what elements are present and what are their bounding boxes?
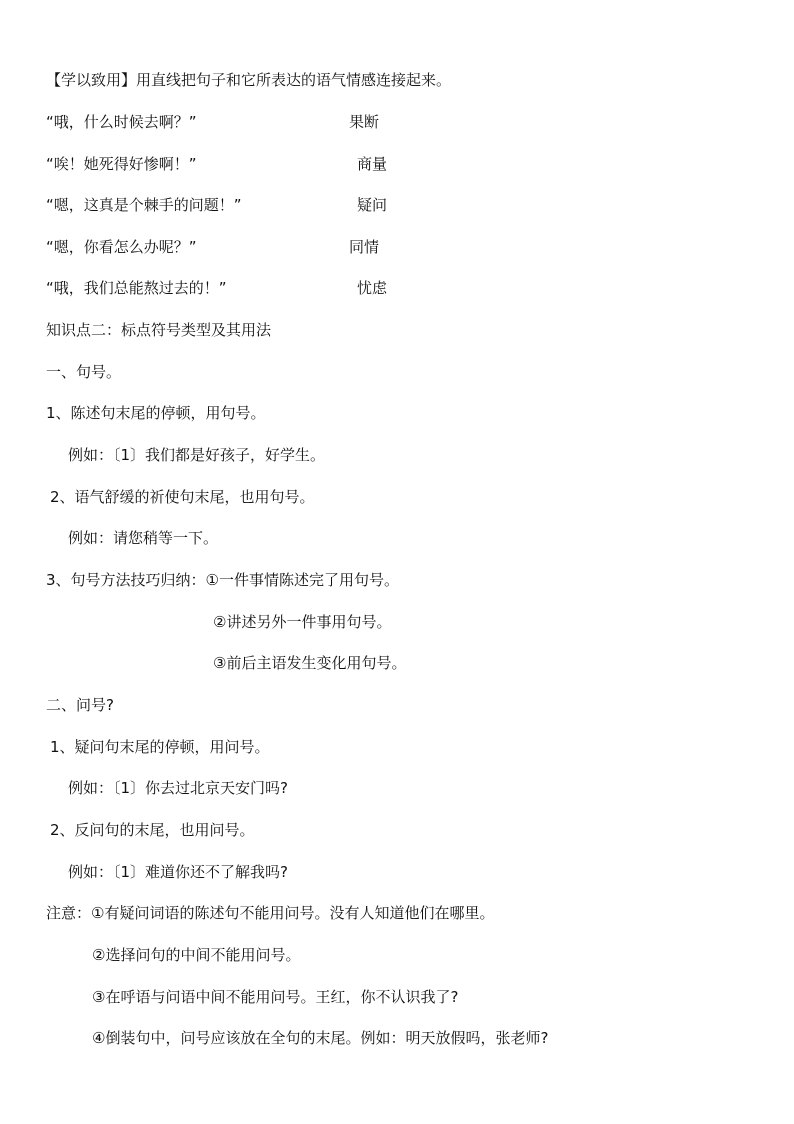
question-example-2: 例如：〔1〕难道你还不了解我吗? [68,863,289,881]
note-3: ③在呼语与问语中间不能用问号。王红，你不认识我了? [92,988,459,1006]
question-heading: 二、问号? [46,696,114,714]
matching-emotion-3: 疑问 [357,196,388,214]
question-rule-2: 2、反问句的末尾，也用问号。 [50,821,255,839]
period-example-2: 例如：请您稍等一下。 [68,529,219,547]
period-heading: 一、句号。 [46,363,122,381]
note-2: ②选择问句的中间不能用问号。 [92,946,301,964]
period-rule-3b: ②讲述另外一件事用句号。 [213,613,392,631]
matching-sentence-1: “哦，什么时候去啊？” [46,113,197,131]
section-heading: 知识点二：标点符号类型及其用法 [46,321,272,339]
period-example-1: 例如：〔1〕我们都是好孩子，好学生。 [68,446,326,464]
question-rule-1: 1、疑问句末尾的停顿，用问号。 [50,738,270,756]
matching-emotion-2: 商量 [357,155,388,173]
exercise-title: 【学以致用】用直线把句子和它所表达的语气情感连接起来。 [46,71,452,89]
note-1: 注意：①有疑问词语的陈述句不能用问号。没有人知道他们在哪里。 [46,904,495,922]
period-rule-3: 3、句号方法技巧归纳：①一件事情陈述完了用句号。 [46,571,399,589]
period-rule-1: 1、陈述句末尾的停顿，用句号。 [46,404,266,422]
note-4: ④倒装句中，问号应该放在全句的末尾。例如：明天放假吗，张老师? [92,1029,549,1047]
matching-sentence-2: “唉！她死得好惨啊！” [46,155,197,173]
question-example-1: 例如：〔1〕你去过北京天安门吗? [68,779,289,797]
matching-sentence-5: “哦，我们总能熬过去的！” [46,279,227,297]
matching-emotion-1: 果断 [349,113,380,131]
period-rule-3c: ③前后主语发生变化用句号。 [213,654,407,672]
matching-sentence-3: “嗯，这真是个棘手的问题！” [46,196,242,214]
matching-emotion-5: 忧虑 [357,279,388,297]
period-rule-2: 2、语气舒缓的祈使句末尾，也用句号。 [50,488,315,506]
matching-sentence-4: “嗯，你看怎么办呢？” [46,238,197,256]
matching-emotion-4: 同情 [349,238,380,256]
